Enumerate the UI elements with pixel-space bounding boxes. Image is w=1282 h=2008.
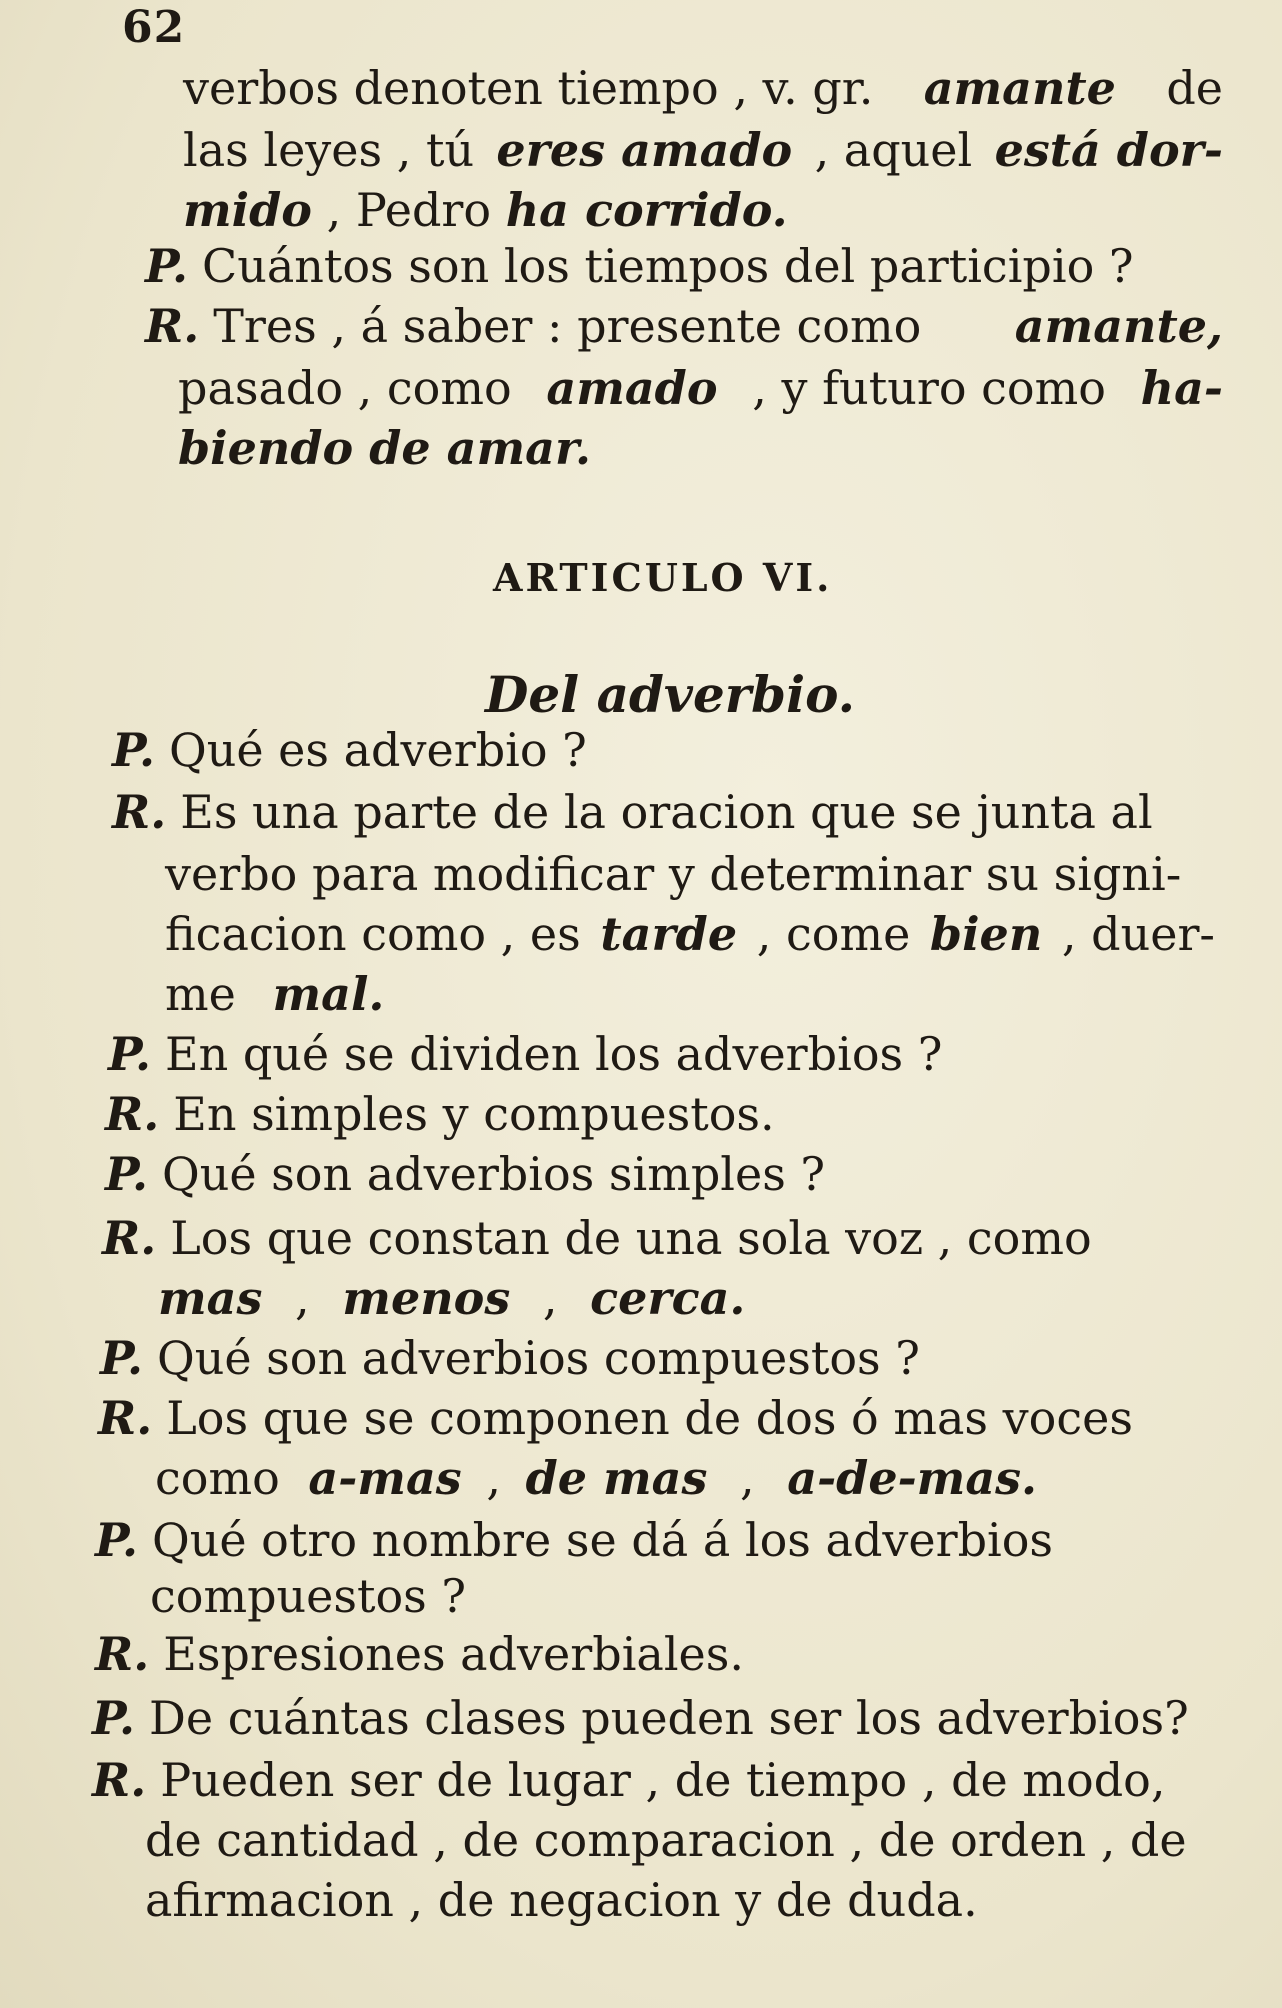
answer-line: R. Los que constan de una sola voz , como	[102, 1211, 1092, 1265]
text-line: pasado , como amado , y futuro como ha-	[178, 361, 1223, 415]
text-line: mido , Pedro ha corrido.	[183, 183, 788, 237]
text-line: mas , menos , cerca.	[158, 1271, 746, 1325]
page-number: 62	[122, 2, 186, 53]
question-line: P. Cuántos son los tiempos del participio ?	[145, 239, 1134, 293]
article-subtitle: Del adverbio.	[485, 665, 855, 724]
text-line: biendo de amar.	[178, 421, 591, 475]
text-line: ficacion como , es tarde , come bien , duer-	[165, 907, 1215, 961]
question-marker: P.	[145, 239, 188, 293]
answer-line: R. Tres , á saber : presente como amante,	[145, 299, 1223, 353]
question-line: P. En qué se dividen los adverbios ?	[108, 1027, 943, 1081]
answer-marker: R.	[145, 299, 200, 353]
question-line: P. Qué otro nombre se dá á los adverbios	[95, 1513, 1054, 1567]
text-line: verbo para modificar y determinar su signi-	[165, 847, 1182, 901]
answer-line: R. Los que se componen de dos ó mas voces	[98, 1391, 1133, 1445]
answer-line: R. Pueden ser de lugar , de tiempo , de modo,	[92, 1753, 1166, 1807]
text-line: compuestos ?	[150, 1569, 467, 1623]
answer-line: R. Es una parte de la oracion que se junta al	[112, 785, 1153, 839]
text-line: verbos denoten tiempo , v. gr. amante de	[183, 61, 1223, 115]
question-line: P. Qué es adverbio ?	[112, 723, 587, 777]
answer-line: R. Espresiones adverbiales.	[95, 1627, 744, 1681]
question-line: P. Qué son adverbios simples ?	[105, 1147, 826, 1201]
text-line: me mal.	[165, 967, 385, 1021]
text-line: como a-mas , de mas , a-de-mas.	[155, 1451, 1038, 1505]
text-line: las leyes , tú eres amado , aquel está dor-	[183, 123, 1223, 177]
article-heading: ARTICULO VI.	[493, 555, 833, 600]
question-line: P. De cuántas clases pueden ser los adverbios?	[92, 1691, 1189, 1745]
text-line: de cantidad , de comparacion , de orden , de	[145, 1813, 1187, 1867]
question-line: P. Qué son adverbios compuestos ?	[100, 1331, 920, 1385]
answer-line: R. En simples y compuestos.	[105, 1087, 775, 1141]
text-line: afirmacion , de negacion y de duda.	[145, 1873, 978, 1927]
